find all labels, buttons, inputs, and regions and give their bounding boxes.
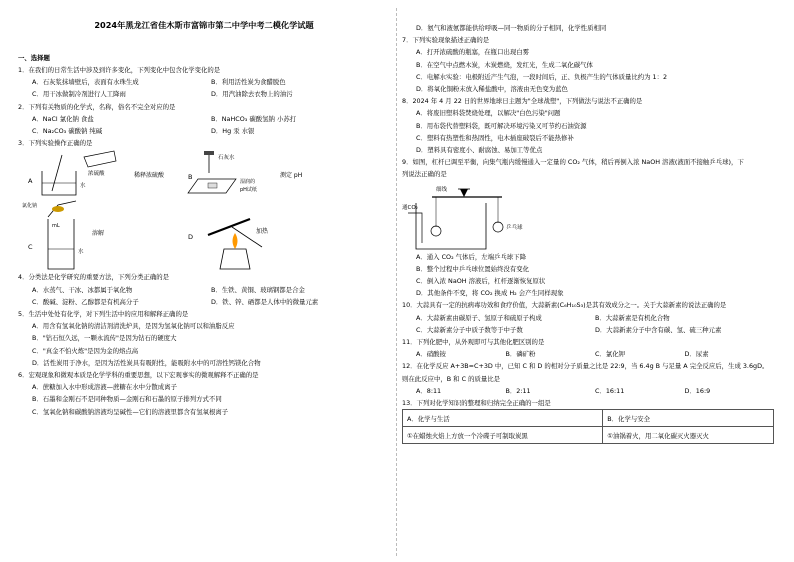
q10-option-c: C．大蒜新素分子中质子数等于中子数 [416, 325, 523, 334]
q3-figure-row-2 [18, 199, 390, 271]
q9-figure [402, 181, 774, 251]
q5-option-b: B．"钻石恒久远，一颗永流传"是因为钻石的硬度大 [32, 334, 177, 343]
q5-option-c: C．"真金不怕火炼"是因为金的熔点高 [32, 346, 139, 355]
q11-option-d: D．尿素 [684, 350, 709, 359]
q12-stem-2: 则在此反应中，B 和 C 的质量比是 [402, 374, 501, 383]
q13-stem: 13．下列对化学知识的整理和归纳完全正确的一组是 [402, 399, 551, 408]
q12-options [402, 385, 774, 397]
reagent-bottle-icon [84, 151, 116, 167]
q10-option-a: A．大蒜新素由碳原子、氢原子和硫原子构成 [416, 313, 542, 322]
q6-option-c: C．氢氧化钠和碳酸钠溶液均呈碱性—它们的溶液里都含有氢氧根离子 [32, 407, 229, 416]
q4-options [18, 284, 390, 296]
q13-header-b: B．化学与安全 [603, 410, 774, 427]
right-column [402, 22, 774, 444]
q10-options-2 [402, 324, 774, 336]
q4-option-b: B．生铁、黄铜、玻璃钢都是合金 [211, 285, 305, 294]
q3-figure-row-1 [18, 149, 390, 199]
q3-c-side-label: 氯化钠 [22, 203, 38, 210]
q7-option-a: A．打开浓硫酸的瓶塞，在瓶口出现白雾 [416, 48, 530, 57]
q1-options-2 [18, 88, 390, 100]
q2-option-c: C．Na₂CO₃ 碳酸钠 纯碱 [32, 127, 103, 136]
salt-icon [52, 206, 64, 212]
q10-stem: 10．大蒜具有一定的抗病毒功效和食疗价值，大蒜新素(C₆H₁₀S₃)是其有效成分之一。关于大蒜新素的说法正确的是 [402, 301, 727, 310]
q3-b-caption: 测定 pH [280, 172, 303, 180]
q7-option-b: B．在空气中点燃木炭，木炭燃烧，发红光，生成二氧化碳气体 [416, 60, 593, 69]
q4-option-d: D．铁、锌、硒都是人体中的微量元素 [211, 297, 319, 306]
q12-option-a: A．8:11 [416, 386, 442, 395]
q3-c-water-label: 水 [78, 249, 84, 256]
q3-a-caption: 稀释浓硫酸 [134, 172, 165, 180]
q3-label-a: A [28, 177, 33, 186]
q13-table [402, 409, 774, 444]
flame-icon [233, 233, 238, 249]
q8-option-c: C．塑料有热塑性和热固性，电木插座破裂后不能热修补 [416, 133, 574, 142]
section-heading: 一、选择题 [18, 54, 50, 62]
q9-stem: 9．如图，杠杆已调至平衡，向集气瓶内缓慢通入一定量的 CO₂ 气体，稍后再倒入浓 NaOH 溶液(液面不接触乒乓球)，下 [402, 158, 744, 167]
q1-option-a: A．石灰浆抹墙壁后，表面有水珠生成 [32, 78, 139, 87]
q6-option-a: A．蔗糖加入水中形成溶液—蔗糖在水中分散成离子 [32, 383, 177, 392]
glass-rod-icon [52, 155, 62, 191]
q3-a-water-label: 水 [80, 183, 86, 190]
q3-label-b: B [188, 173, 193, 182]
q3-b-paper-label-2: pH试纸 [240, 187, 257, 194]
q12-stem: 12．在化学反应 A+3B=C+3D 中，已知 C 和 D 的相对分子质量之比是 22:9，当 6.4g B 与足量 A 完全反应后，生成 3.6gD。 [402, 362, 769, 371]
q3-a-acid-label: 浓硫酸 [88, 171, 105, 178]
dropper-bulb-icon [204, 151, 214, 155]
q13-cell-b1: ①油锅着火，用二氧化碳灭火器灭火 [603, 427, 774, 444]
q11-options [402, 348, 774, 360]
q3-c-ml-label: mL [52, 223, 60, 230]
q8-option-b: B．用布袋代替塑料袋，既可解决环境污染又可节约石油资源 [416, 121, 587, 130]
q9-co2-label: 通CO₂ [402, 204, 418, 211]
q6-option-b: B．石墨和金刚石不是同种物质—金刚石和石墨的原子排列方式不同 [32, 395, 222, 404]
test-tube-icon [208, 219, 250, 235]
q11-option-a: A．硝酸铵 [416, 350, 446, 359]
q5-stem: 5．生活中处处有化学，对下列生活中的应用和解释正确的是 [18, 310, 189, 319]
column-divider [396, 8, 397, 556]
q3-b-top-label: 石灰水 [218, 155, 235, 162]
q12-option-d: D．16:9 [684, 386, 711, 395]
q9-stem-2: 列说法正确的是 [402, 170, 447, 179]
gas-tube-icon [408, 213, 422, 243]
q1-options [18, 76, 390, 88]
q1-stem: 1．在我们的日常生活中涉及到许多变化，下列变化中包含化学变化的是 [18, 66, 221, 74]
q12-option-b: B．2:11 [505, 386, 531, 395]
q9-lever-figure [402, 181, 774, 251]
q8-option-a: A．将废旧塑料袋焚烧处理，以解决"白色污染"问题 [416, 109, 561, 118]
q5-option-d: D．活性炭用于净水，是因为活性炭具有吸附性，能吸附水中的可溶性钙镁化合物 [32, 358, 261, 367]
ph-paper-icon [208, 183, 217, 188]
q7-option-c: C．电解水实验：电极附近产生气泡，一段时间后，正、负极产生的气体质量比约为 1：2 [416, 72, 668, 81]
q2-option-a: A．NaCl 氯化钠 食盐 [32, 114, 94, 123]
table-row [403, 410, 774, 427]
ping-pong-ball-icon [431, 226, 441, 236]
q3-figures-ab [18, 149, 390, 199]
q4-option-a: A．水蒸气、干冰、冰都属于氧化物 [32, 285, 133, 294]
q11-stem: 11．下列化肥中，从外观即可与其他化肥区别的是 [402, 338, 545, 347]
q1-option-c: C．用干冰做制冷剂进行人工降雨 [32, 90, 126, 99]
q12-option-c: C．16:11 [595, 386, 625, 395]
q6-stem: 6．宏观现象和微观本质是化学学科的重要思想，以下宏观事实的微观解释不正确的是 [18, 371, 259, 380]
fulcrum-icon [460, 189, 468, 197]
q9-ball-label: 乒乓球 [506, 224, 523, 231]
q9-option-d: D．其他条件不变，将 CO₂ 换成 H₂ 会产生同样现象 [416, 289, 564, 298]
q1-option-b: B．利用活性炭为食醋脱色 [211, 78, 286, 87]
q5-option-a: A．用含有氢氧化钠的清洁剂清洗炉具，是因为氢氧化钠可以和油脂反应 [32, 322, 235, 331]
q8-stem: 8．2024 年 4 月 22 日的世界地球日主题为"全球战塑"，下列做法与说法不正确的是 [402, 97, 643, 106]
q13-cell-a1: ①在蜡烛火焰上方放一个冷碟子可制取炭黑 [403, 427, 603, 444]
q3-b-paper-label: 湿润的 [240, 179, 256, 186]
alcohol-lamp-icon [220, 249, 250, 269]
q11-option-c: C．氯化钾 [595, 350, 626, 359]
q9-wire-label: 细线 [436, 186, 448, 193]
q10-option-d: D．大蒜新素分子中含有碳、氢、硫三种元素 [595, 325, 722, 334]
q3-stem: 3．下列实验操作正确的是 [18, 139, 93, 148]
q3-label-d: D [188, 233, 194, 242]
q10-option-b: B．大蒜新素是有机化合物 [595, 313, 670, 322]
q3-label-c: C [28, 243, 33, 252]
page-title: 2024年黑龙江省佳木斯市富锦市第二中学中考二模化学试题 [94, 20, 314, 30]
q8-option-d: D．塑料具有密度小、耐腐蚀、易加工等优点 [416, 146, 543, 155]
q2-options [18, 113, 390, 125]
q2-stem: 2．下列有关物质的化学式，名称，俗名不完全对应的是 [18, 102, 176, 111]
q3-d-caption: 加热 [256, 228, 269, 236]
q3-figures-cd [18, 199, 390, 271]
table-row [403, 427, 774, 444]
q2-option-b: B．NaHCO₃ 碳酸氢钠 小苏打 [211, 114, 297, 123]
q9-option-a: A．通入 CO₂ 气体后，左端乒乓球下降 [416, 252, 526, 261]
q2-option-d: D．Hg 汞 水银 [211, 127, 255, 136]
q6-option-d: D．氨气和液氨都能供给呼吸—同一物质的分子相同，化学性质相同 [416, 24, 607, 32]
q9-option-b: B．整个过程中乒乓球位置始终没有变化 [416, 264, 530, 273]
q4-option-c: C．酸碱、淀粉、乙醇都是有机高分子 [32, 297, 139, 306]
gas-jar-icon [416, 203, 486, 249]
q3-c-caption: 溶解 [92, 230, 105, 238]
q10-options [402, 312, 774, 324]
q7-stem: 7．下列实验现象描述正确的是 [402, 36, 490, 45]
q2-options-2 [18, 125, 390, 137]
q13-header-a: A．化学与生活 [403, 410, 603, 427]
q11-option-b: B．磷矿粉 [505, 350, 536, 359]
q4-stem: 4．分类法是化学研究的重要方法，下列分类正确的是 [18, 273, 170, 282]
left-column [18, 14, 390, 418]
q4-options-2 [18, 296, 390, 308]
q7-option-d: D．将氧化铜粉末放入稀盐酸中，溶液由无色变为蓝色 [416, 85, 568, 94]
q1-option-d: D．用汽油除去衣物上的油污 [211, 90, 293, 99]
q9-option-c: C．倒入浓 NaOH 溶液后，杠杆逐渐恢复原状 [416, 277, 546, 286]
